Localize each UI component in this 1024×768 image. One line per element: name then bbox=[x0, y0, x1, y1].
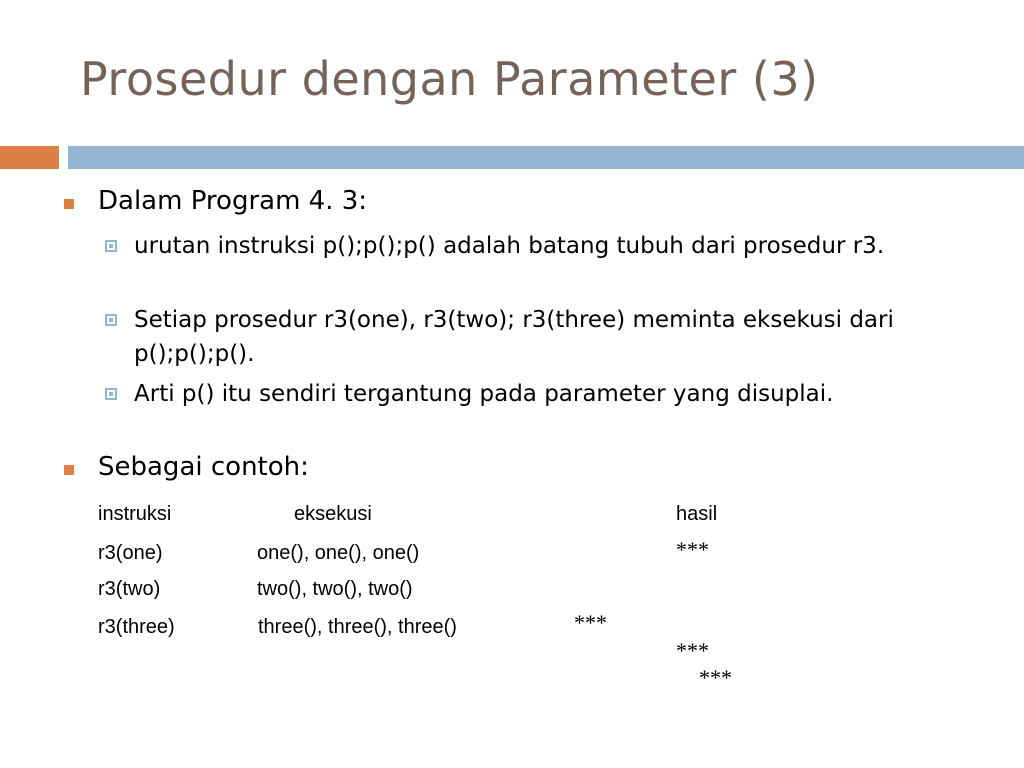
sub-bullet-arti-p: Arti p() itu sendiri tergantung pada parameter yang disuplai. bbox=[134, 381, 834, 407]
table-header-eksekusi: eksekusi bbox=[294, 503, 372, 525]
sub-bullet-urutan-instruksi: urutan instruksi p();p();p() adalah batang tubuh dari prosedur r3. bbox=[134, 233, 885, 259]
blue-accent-bar bbox=[68, 146, 1024, 169]
table-header-hasil: hasil bbox=[676, 503, 718, 525]
bullet-dalam-program: Dalam Program 4. 3: bbox=[98, 186, 368, 216]
table-cell-instruksi: r3(one) bbox=[98, 542, 163, 564]
hollow-square-bullet-icon bbox=[105, 240, 117, 252]
table-extra-result: *** bbox=[699, 665, 732, 690]
table-cell-eksekusi: one(), one(), one() bbox=[257, 542, 420, 564]
table-cell-eksekusi: three(), three(), three() bbox=[258, 616, 457, 638]
square-bullet-icon bbox=[64, 465, 74, 475]
slide-title: Prosedur dengan Parameter (3) bbox=[80, 52, 819, 106]
table-cell-eksekusi: two(), two(), two() bbox=[257, 578, 413, 600]
table-cell-hasil: *** bbox=[574, 610, 607, 635]
hollow-square-bullet-icon bbox=[105, 388, 117, 400]
hollow-square-bullet-icon bbox=[105, 314, 117, 326]
table-cell-instruksi: r3(two) bbox=[98, 578, 161, 600]
sub-bullet-setiap-prosedur: Setiap prosedur r3(one), r3(two); r3(three) meminta eksekusi dari p();p();p(). bbox=[134, 307, 894, 367]
bullet-sebagai-contoh: Sebagai contoh: bbox=[98, 452, 309, 482]
table-extra-result: *** bbox=[676, 638, 709, 663]
square-bullet-icon bbox=[64, 199, 74, 209]
orange-accent-bar bbox=[0, 146, 59, 169]
table-cell-instruksi: r3(three) bbox=[98, 616, 175, 638]
table-cell-hasil: *** bbox=[676, 537, 709, 562]
table-header-instruksi: instruksi bbox=[98, 503, 172, 525]
